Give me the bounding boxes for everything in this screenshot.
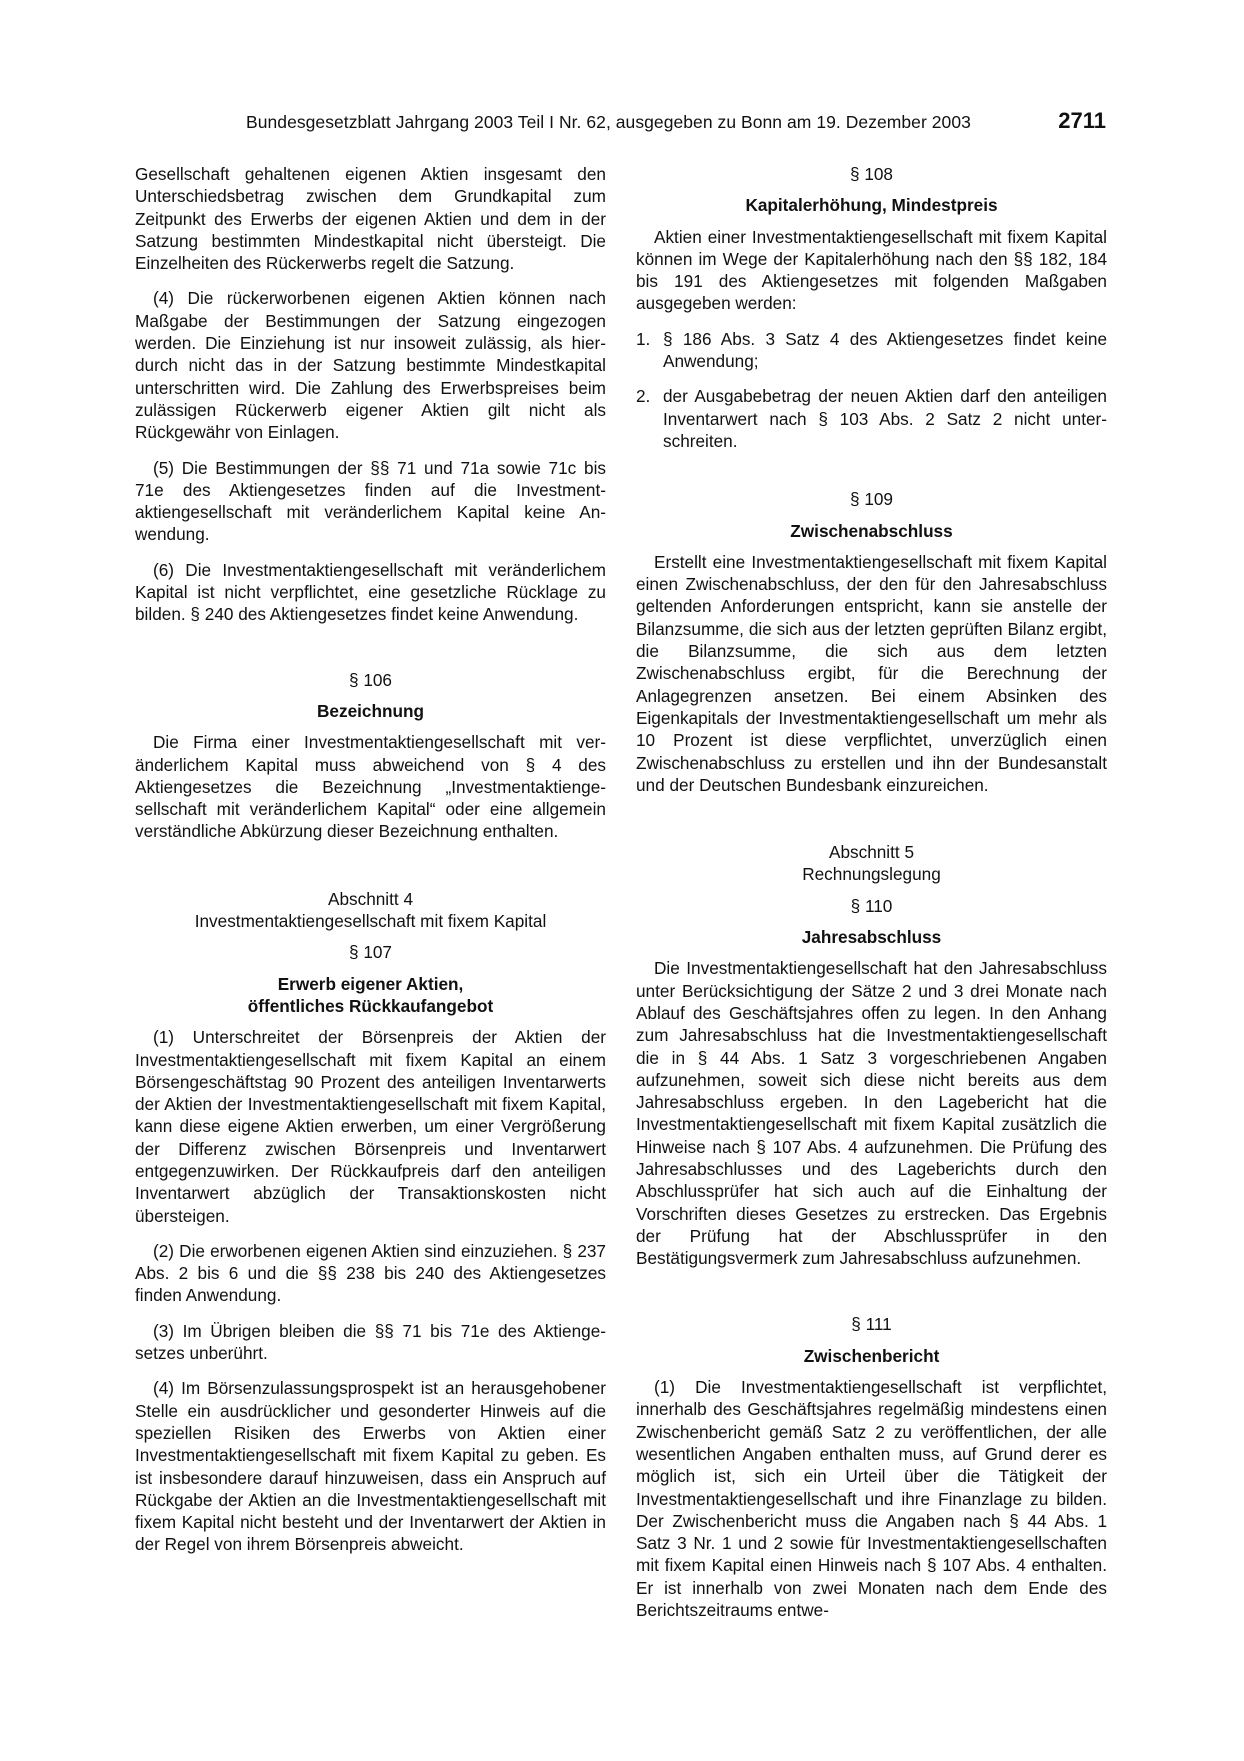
section-111-title: Zwischenbericht — [803, 1345, 940, 1366]
section-108-number: § 108 — [849, 164, 893, 184]
section-107-paragraph-4: (4) Im Börsenzulassungsprospekt ist an herausgehobener Stelle ein ausdrücklicher und gesonderter Hinweis auf die speziellen Risiken des Erwerbs von Aktien einer Investmentaktiengesellschaft mit fixem Kapital zu geben. Es ist insbesondere darauf hinzuweisen, dass ein Anspruch auf Rückgabe der Aktien an die Investmentaktiengesellschaft mit fixem Kapital nicht besteht und der Inventarwert der Aktien in der Regel von ihrem Börsenpreis abweicht. — [135, 1378, 606, 1555]
gazette-title: Bundesgesetzblatt Jahrgang 2003 Teil I Nr. 62, ausgegeben zu Bonn am 19. Dezember 2003 — [246, 112, 971, 132]
page-header — [246, 108, 1106, 138]
section-107-paragraph-3: (3) Im Übrigen bleiben die §§ 71 bis 71e des Aktiengesetzes unberührt. — [135, 1320, 606, 1364]
right-column — [636, 163, 1107, 1621]
section-108-text: Aktien einer Investmentaktiengesellschaft mit fixem Kapital können im Wege der Kapitalerhöhung nach den §§ 182, 184 bis 191 des Aktiengesetzes mit folgenden Maßgaben ausgegeben werden: — [636, 226, 1107, 314]
page-number: 2711 — [1058, 108, 1106, 133]
section-106-text: Die Firma einer Investmentaktiengesellschaft mit veränderlichem Kapital muss abweichend von § 4 des Aktiengesetzes die Bezeichnung „Investmentaktiengesellschaft mit veränderlichem Kapital“ oder eine allgemein verständliche Abkürzung dieser Bezeichnung enthalten. — [135, 732, 606, 842]
section-109-number: § 109 — [849, 489, 893, 510]
section-107-title-line-1: Erwerb eigener Aktien, — [277, 973, 464, 994]
section-107-title-line-2: öffentliches Rückkaufangebot — [247, 995, 494, 1016]
section-108-title: Kapitalerhöhung, Mindestpreis — [745, 195, 998, 216]
section-107-paragraph-2: (2) Die erworbenen eigenen Aktien sind einzuziehen. § 237 Abs. 2 bis 6 und die §§ 238 bis 240 des Aktiengesetzes finden Anwendung. — [135, 1240, 606, 1306]
abschnitt-5-number: Abschnitt 5 — [828, 842, 915, 863]
abschnitt-5-title: Rechnungslegung — [802, 864, 941, 885]
section-110-number: § 110 — [850, 895, 893, 916]
section-107-number: § 107 — [348, 942, 392, 963]
section-111-paragraph-1: (1) Die Investmentaktiengesellschaft ist verpflichtet, innerhalb des Geschäftsjahres regelmäßig mindestens einen Zwischenbericht gemäß Satz 2 zu veröffentlichen, der alle wesentlichen Angaben enthalten muss, auf Grund derer es möglich ist, sich ein Urteil über die Tätigkeit der Investmentaktiengesellschaft und ihre Finanzlage zu bilden. Der Zwischenbericht muss die Angaben nach § 44 Abs. 1 Satz 3 Nr. 1 und 2 sowie für Investmentaktiengesellschaften mit fixem Kapital einen Hinweis nach § 107 Abs. 4 enthalten. Er ist innerhalb von zwei Monaten nach dem Ende des Berichtszeitraums entwe- — [636, 1377, 1107, 1621]
list-item: 2. der Ausgabebetrag der neuen Aktien darf den anteiligen Inventarwert nach § 103 Abs. 2 Satz 2 nicht unterschreiten. — [636, 386, 1107, 451]
paragraph-6: (6) Die Investmentaktiengesellschaft mit veränderlichem Kapital ist nicht verpflichtet, eine gesetzliche Rücklage zu bilden. § 240 des Aktiengesetzes findet keine Anwendung. — [135, 559, 606, 625]
section-110-title: Jahresabschluss — [801, 927, 942, 948]
paragraph-continued: Gesellschaft gehaltenen eigenen Aktien insgesamt den Unterschiedsbetrag zwischen dem Grundkapital zum Zeitpunkt des Erwerbs der eigenen Aktien und dem in der Satzung bestimmten Mindestkapital nicht übersteigt. Die Einzelheiten des Rückerwerbs regelt die Satzung. — [135, 164, 606, 274]
section-109-title: Zwischenabschluss — [790, 520, 953, 541]
section-110-text: Die Investmentaktiengesellschaft hat den Jahresabschluss unter Berücksichtigung der Sätze 2 und 3 drei Monate nach Ablauf des Geschäftsjahres offen zu legen. In den Anhang zum Jahresabschluss hat die Investmentaktiengesellschaft die in § 44 Abs. 1 Satz 3 vorgeschriebenen Angaben aufzunehmen, soweit sich diese nicht bereits aus dem Jahresabschluss ergeben. In den Lagebericht hat die Investmentaktiengesellschaft mit fixem Kapital zusätzlich die Hinweise nach § 107 Abs. 4 aufzunehmen. Die Prüfung des Jahresabschlusses und des Lageberichts durch den Abschlussprüfer hat sich auch auf die Einhaltung der Vorschriften dieses Gesetzes zu erstrecken. Das Ergebnis der Prüfung hat der Abschlussprüfer in den Bestätigungsvermerk zum Jahresabschluss aufzunehmen. — [636, 958, 1107, 1269]
section-109-text: Erstellt eine Investmentaktiengesellschaft mit fixem Kapital einen Zwischenabschluss, der den für den Jahresabschluss geltenden Anforderungen entspricht, kann sie anstelle der Bilanzsumme, die sich aus der letzten geprüften Bilanz ergibt, die Bilanzsumme, die sich aus dem letzten Zwischenabschluss ergibt, für die Berechnung der Anlagegrenzen ansetzen. Bei einem Absinken des Eigenkapitals der Investmentaktiengesellschaft um mehr als 10 Prozent ist diese verpflichtet, unverzüglich einen Zwischenabschluss zu erstellen und ihn der Bundesanstalt und der Deutschen Bundesbank einzureichen. — [636, 551, 1107, 795]
list-item: 1. § 186 Abs. 3 Satz 4 des Aktiengesetzes findet keine Anwendung; — [636, 328, 1107, 372]
section-106-number: § 106 — [348, 669, 392, 690]
left-column — [135, 163, 606, 1556]
paragraph-4: (4) Die rückerworbenen eigenen Aktien können nach Maßgabe der Bestimmungen der Satzung eingezogen werden. Die Einziehung ist nur insoweit zulässig, als hierdurch nicht das in der Satzung bestimmte Mindestkapital unterschritten wird. Die Zahlung des Erwerbspreises beim zulässigen Rückerwerb eigener Aktien gilt nicht als Rückgewähr von Einlagen. — [135, 288, 606, 443]
section-111-number: § 111 — [851, 1314, 892, 1335]
section-107-paragraph-1: (1) Unterschreitet der Börsenpreis der Aktien der Investmentaktiengesellschaft mit fixem Kapital an einem Börsengeschäftstag 90 Prozent des anteiligen Inventarwerts der Aktien der Investmentaktiengesellschaft mit fixem Kapital, kann diese eigene Aktien erwerben, um einer Vergrößerung der Differenz zwischen Börsenpreis und Inventarwert entgegenzuwirken. Der Rückkaufpreis darf den anteiligen Inventarwert abzüglich der Transaktionskosten nicht übersteigen. — [135, 1027, 606, 1226]
section-106-title: Bezeichnung — [317, 700, 424, 721]
abschnitt-4-title: Investmentaktiengesellschaft mit fixem Kapital — [194, 911, 547, 932]
paragraph-5: (5) Die Bestimmungen der §§ 71 und 71a sowie 71c bis 71e des Aktiengesetzes finden auf die Investmentaktiengesellschaft mit veränderlichem Kapital keine Anwendung. — [135, 457, 606, 545]
abschnitt-4-number: Abschnitt 4 — [327, 888, 414, 909]
section-108-list — [636, 328, 1107, 452]
